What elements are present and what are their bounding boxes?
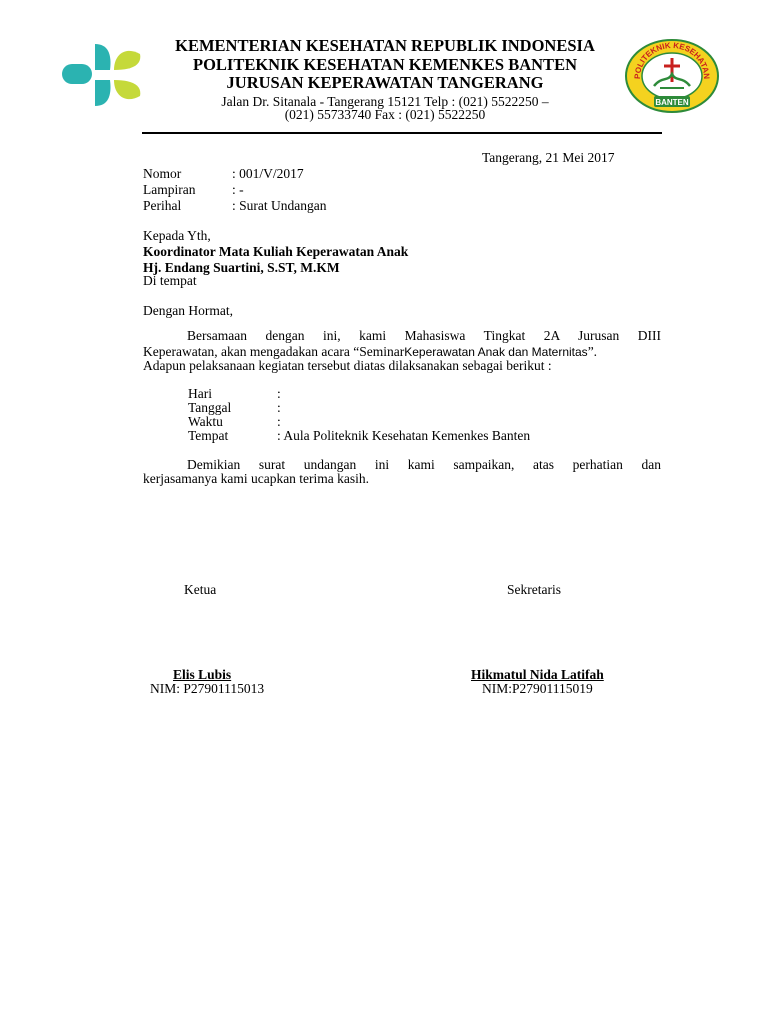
para1-line2-b: Keperawatan Anak dan Maternitas xyxy=(404,345,588,359)
detail-value-hari: : xyxy=(277,386,281,401)
detail-value-tanggal: : xyxy=(277,400,281,415)
poltekkes-banten-seal xyxy=(624,38,720,114)
detail-value-waktu: : xyxy=(277,414,281,429)
recipient-place: Di tempat xyxy=(143,273,197,288)
sign-right-nim: NIM:P27901115019 xyxy=(482,681,593,696)
closing-line1: Demikian surat undangan ini kami sampaikan, atas perhatian dan xyxy=(187,457,661,472)
ministry-heading: KEMENTERIAN KESEHATAN REPUBLIK INDONESIA xyxy=(175,36,595,55)
meta-value-lampiran: : - xyxy=(232,182,244,197)
meta-label-lampiran: Lampiran xyxy=(143,182,196,197)
closing-line2: kerjasamanya kami ucapkan terima kasih. xyxy=(143,471,370,486)
meta-value-nomor: : 001/V/2017 xyxy=(232,166,304,181)
detail-label-waktu: Waktu xyxy=(188,414,223,429)
salutation: Dengan Hormat, xyxy=(143,303,233,318)
detail-label-tempat: Tempat xyxy=(188,428,229,443)
sign-right-role: Sekretaris xyxy=(507,582,561,597)
meta-value-perihal: : Surat Undangan xyxy=(232,198,327,213)
sign-left-role: Ketua xyxy=(184,582,217,597)
para1-line1: Bersamaan dengan ini, kami Mahasiswa Tingkat 2A Jurusan DIII xyxy=(187,328,661,343)
detail-value-tempat: : Aula Politeknik Kesehatan Kemenkes Banten xyxy=(277,428,531,443)
recipient-position: Koordinator Mata Kuliah Keperawatan Anak xyxy=(143,244,409,259)
seal-text-bottom: BANTEN xyxy=(655,98,689,107)
seal-text-top: POLITEKNIK KESEHATAN xyxy=(632,40,712,80)
recipient-greeting: Kepada Yth, xyxy=(143,228,211,243)
sign-left-name: Elis Lubis xyxy=(173,667,232,682)
department-heading: JURUSAN KEPERAWATAN TANGERANG xyxy=(226,73,544,92)
kemenkes-logo xyxy=(62,40,144,110)
sign-left-nim: NIM: P27901115013 xyxy=(150,681,265,696)
para1-line2-a: Keperawatan, akan mengadakan acara “Seminar xyxy=(143,344,405,359)
address-line-1: Jalan Dr. Sitanala - Tangerang 15121 Telp : (021) 5522250 – xyxy=(221,94,549,109)
address-line-2: (021) 55733740 Fax : (021) 5522250 xyxy=(284,107,486,122)
detail-label-hari: Hari xyxy=(188,386,212,401)
meta-label-nomor: Nomor xyxy=(143,166,182,181)
para1-line3: Adapun pelaksanaan kegiatan tersebut diatas dilaksanakan sebagai berikut : xyxy=(143,358,552,373)
sign-right-name: Hikmatul Nida Latifah xyxy=(471,667,604,682)
letterhead-rule xyxy=(142,132,662,134)
recipient-name: Hj. Endang Suartini, S.ST, M.KM xyxy=(143,260,340,275)
para1-line2-c: ”. xyxy=(587,344,598,359)
meta-label-perihal: Perihal xyxy=(143,198,182,213)
institution-heading: POLITEKNIK KESEHATAN KEMENKES BANTEN xyxy=(192,55,577,74)
detail-label-tanggal: Tanggal xyxy=(188,400,232,415)
place-date: Tangerang, 21 Mei 2017 xyxy=(482,150,615,165)
